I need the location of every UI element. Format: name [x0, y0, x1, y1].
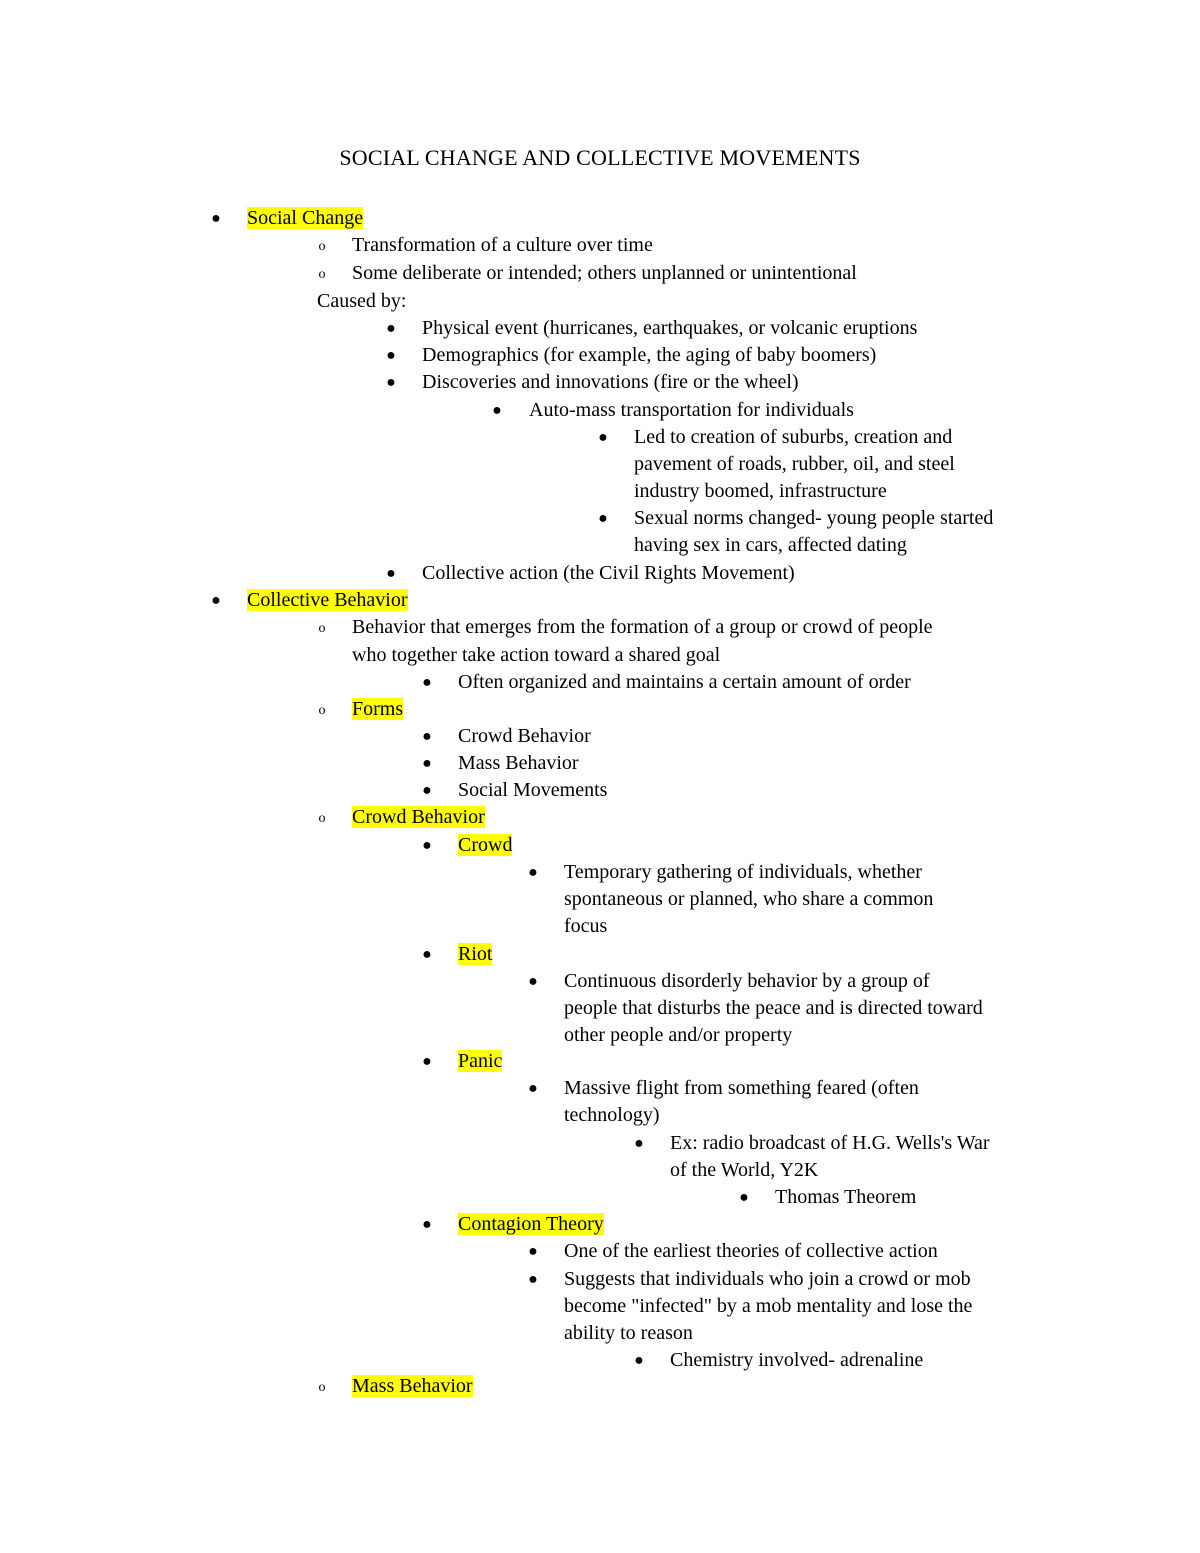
list-item: Continuous disorderly behavior by a group of — [564, 970, 930, 992]
list-item-continued: spontaneous or planned, who share a common — [564, 888, 934, 910]
list-item: Demographics (for example, the aging of baby boomers) — [422, 344, 877, 366]
bullet-icon: ● — [598, 429, 608, 446]
list-item-continued: technology) — [564, 1104, 660, 1126]
o-bullet-icon: o — [318, 621, 326, 636]
bullet-icon: ● — [422, 837, 432, 854]
list-item-continued: who together take action toward a shared goal — [352, 644, 721, 666]
list-item-continued: of the World, Y2K — [670, 1159, 819, 1181]
list-item-continued: ability to reason — [564, 1322, 693, 1344]
list-item: Thomas Theorem — [775, 1186, 917, 1208]
list-item: Transformation of a culture over time — [352, 234, 653, 256]
subheading-crowd: Crowd — [458, 834, 513, 856]
bullet-icon: ● — [422, 782, 432, 799]
list-item-continued: other people and/or property — [564, 1024, 793, 1046]
bullet-icon: ● — [598, 510, 608, 527]
list-item-continued: focus — [564, 915, 608, 937]
list-item: One of the earliest theories of collective action — [564, 1240, 938, 1262]
list-item: Ex: radio broadcast of H.G. Wells's War — [670, 1132, 990, 1154]
bullet-icon: ● — [386, 320, 396, 337]
bullet-icon: ● — [634, 1352, 644, 1369]
bullet-icon: ● — [422, 728, 432, 745]
list-item-continued: industry boomed, infrastructure — [634, 480, 887, 502]
subheading-forms: Forms — [352, 698, 404, 720]
o-bullet-icon: o — [318, 239, 326, 254]
bullet-icon: ● — [211, 592, 221, 609]
list-item: Chemistry involved- adrenaline — [670, 1349, 924, 1371]
bullet-icon: ● — [211, 210, 221, 227]
bullet-icon: ● — [528, 864, 538, 881]
list-item: Suggests that individuals who join a crowd or mob — [564, 1268, 971, 1290]
list-item: Social Movements — [458, 779, 608, 801]
list-item: Physical event (hurricanes, earthquakes, or volcanic eruptions — [422, 317, 918, 339]
list-item: Crowd Behavior — [458, 725, 591, 747]
bullet-icon: ● — [386, 374, 396, 391]
page-title: SOCIAL CHANGE AND COLLECTIVE MOVEMENTS — [339, 145, 861, 170]
subheading-panic: Panic — [458, 1050, 503, 1072]
o-bullet-icon: o — [318, 703, 326, 718]
o-bullet-icon: o — [318, 1380, 326, 1395]
list-item: Some deliberate or intended; others unplanned or unintentional — [352, 262, 857, 284]
list-item: Massive flight from something feared (often — [564, 1077, 919, 1099]
bullet-icon: ● — [528, 1271, 538, 1288]
subheading-crowd-behavior: Crowd Behavior — [352, 806, 485, 828]
section-heading-social-change: Social Change — [247, 207, 364, 229]
list-item-continued: people that disturbs the peace and is directed toward — [564, 997, 983, 1019]
bullet-icon: ● — [422, 755, 432, 772]
list-item-continued: become "infected" by a mob mentality and lose the — [564, 1295, 973, 1317]
list-item: Collective action (the Civil Rights Movement) — [422, 562, 795, 584]
bullet-icon: ● — [422, 1216, 432, 1233]
bullet-icon: ● — [528, 973, 538, 990]
list-item: Discoveries and innovations (fire or the wheel) — [422, 371, 799, 393]
list-item: Led to creation of suburbs, creation and — [634, 426, 953, 448]
subheading-mass-behavior: Mass Behavior — [352, 1375, 473, 1397]
bullet-icon: ● — [386, 565, 396, 582]
caused-by-label: Caused by: — [317, 290, 407, 312]
list-item: Sexual norms changed- young people started — [634, 507, 994, 529]
o-bullet-icon: o — [318, 267, 326, 282]
bullet-icon: ● — [528, 1080, 538, 1097]
list-item: Behavior that emerges from the formation of a group or crowd of people — [352, 616, 933, 638]
subheading-contagion-theory: Contagion Theory — [458, 1213, 604, 1235]
list-item-continued: having sex in cars, affected dating — [634, 534, 907, 556]
bullet-icon: ● — [422, 674, 432, 691]
bullet-icon: ● — [634, 1135, 644, 1152]
bullet-icon: ● — [422, 1053, 432, 1070]
list-item-continued: pavement of roads, rubber, oil, and steel — [634, 453, 955, 475]
subheading-riot: Riot — [458, 943, 493, 965]
bullet-icon: ● — [422, 946, 432, 963]
list-item: Often organized and maintains a certain amount of order — [458, 671, 911, 693]
bullet-icon: ● — [739, 1189, 749, 1206]
list-item: Temporary gathering of individuals, whether — [564, 861, 922, 883]
section-heading-collective-behavior: Collective Behavior — [247, 589, 408, 611]
list-item: Mass Behavior — [458, 752, 579, 774]
bullet-icon: ● — [386, 347, 396, 364]
list-item: Auto-mass transportation for individuals — [529, 399, 854, 421]
bullet-icon: ● — [528, 1243, 538, 1260]
bullet-icon: ● — [492, 402, 502, 419]
o-bullet-icon: o — [318, 811, 326, 826]
